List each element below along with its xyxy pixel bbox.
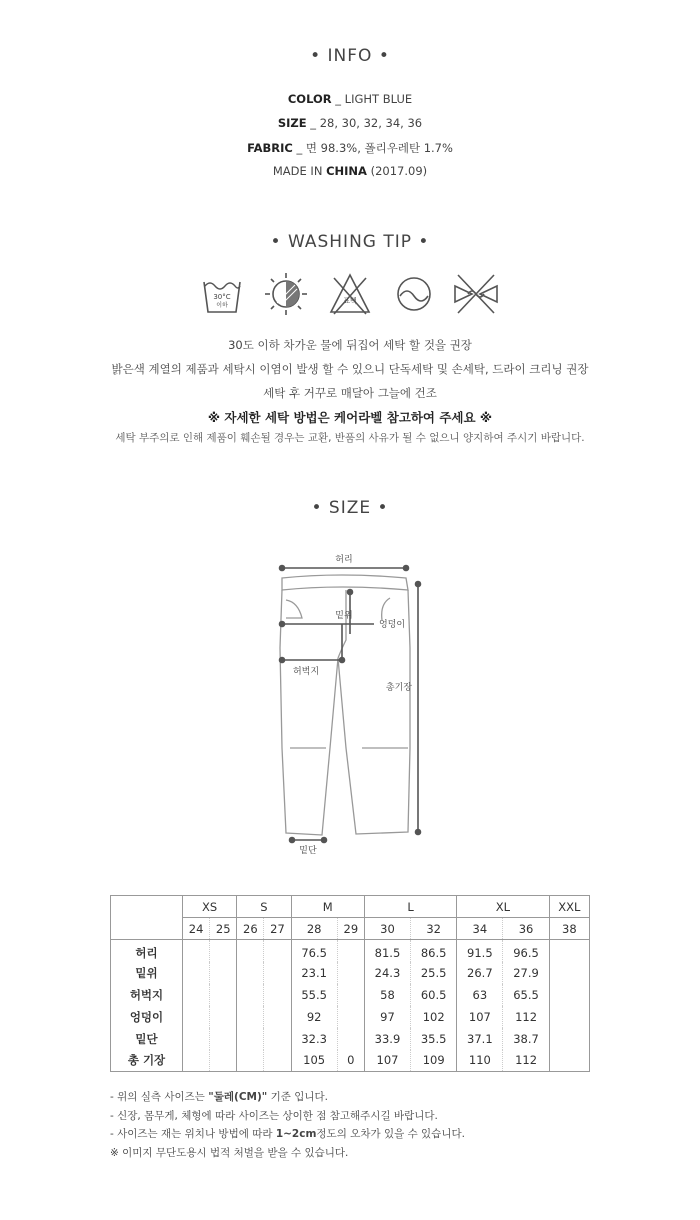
size-cell: 91.5 [457, 940, 503, 962]
size-cell [264, 940, 291, 962]
size-cell [337, 962, 364, 984]
size-row [111, 1050, 590, 1072]
wash-line-5: 세탁 부주의로 인해 제품이 훼손될 경우는 교환, 반품의 사유가 될 수 없으니 양지하여 주시기 바랍니다. [115, 432, 585, 444]
size-cell: 0 [337, 1050, 364, 1072]
size-row-label: 허리 [111, 940, 183, 962]
size-cell: 35.5 [411, 1028, 457, 1050]
info-size [0, 116, 700, 130]
size-cell: 105 [291, 1050, 337, 1072]
size-row-label: 밑단 [111, 1028, 183, 1050]
wash-line-2: 밝은색 계열의 제품과 세탁시 이염이 발생 할 수 있으니 단독세탁 및 손세탁, 드라이 크리닝 권장 [111, 362, 589, 376]
size-cell: 92 [291, 1006, 337, 1028]
size-group-header: L [364, 896, 456, 918]
note-2: - 신장, 몸무게, 체형에 따라 사이즈는 상이한 점 참고해주시길 바랍니다. [110, 1109, 438, 1122]
note-1-pre: - 위의 실측 사이즈는 [110, 1091, 209, 1103]
size-value: _ 28, 30, 32, 34, 36 [306, 116, 423, 130]
size-row-label: 엉덩이 [111, 1006, 183, 1028]
size-label: SIZE [277, 116, 307, 130]
size-number-header: 36 [503, 918, 549, 940]
size-cell: 97 [364, 1006, 410, 1028]
wash-30-icon [202, 272, 242, 316]
made-prefix: MADE IN [272, 164, 327, 178]
size-cell [210, 984, 237, 1006]
size-number-header: 26 [237, 918, 264, 940]
size-cell [210, 962, 237, 984]
size-row-label: 밑위 [111, 962, 183, 984]
diagram-thigh-label: 허벅지 [292, 667, 320, 677]
size-row [111, 962, 590, 984]
size-title: • SIZE • [311, 498, 389, 518]
size-cell [210, 1050, 237, 1072]
note-3-pre: - 사이즈는 재는 위치나 방법에 따라 [110, 1128, 276, 1140]
washing-title: • WASHING TIP • [270, 232, 430, 252]
size-cell [183, 940, 210, 962]
size-cell: 37.1 [457, 1028, 503, 1050]
size-cell [210, 1028, 237, 1050]
size-cell: 76.5 [291, 940, 337, 962]
size-cell: 96.5 [503, 940, 549, 962]
size-cell [237, 1028, 264, 1050]
made-country: CHINA [326, 164, 367, 178]
size-cell [237, 984, 264, 1006]
made-date: (2017.09) [366, 164, 428, 178]
size-cell [549, 940, 589, 962]
note-3 [110, 1125, 465, 1144]
size-number-header: 25 [210, 918, 237, 940]
size-table-body [111, 940, 590, 1072]
size-table [110, 895, 590, 1072]
note-4: ※ 이미지 무단도용시 법적 처벌을 받을 수 있습니다. [110, 1146, 349, 1159]
size-cell [183, 1028, 210, 1050]
size-row-label: 허벅지 [111, 984, 183, 1006]
size-cell: 33.9 [364, 1028, 410, 1050]
size-cell: 32.3 [291, 1028, 337, 1050]
diagram-waist-label: 허리 [335, 555, 353, 565]
wash-line-3: 세탁 후 거꾸로 매달아 그늘에 건조 [263, 386, 437, 400]
size-cell: 107 [364, 1050, 410, 1072]
diagram-hem-label: 밑단 [299, 846, 317, 856]
note-3-bold: 1~2cm [275, 1128, 317, 1140]
note-1-bold: "둘레(CM)" [208, 1091, 268, 1103]
size-cell [337, 940, 364, 962]
size-cell: 112 [503, 1006, 549, 1028]
size-cell: 112 [503, 1050, 549, 1072]
info-title: • INFO • [310, 46, 390, 66]
size-cell [183, 1006, 210, 1028]
size-cell: 58 [364, 984, 410, 1006]
size-cell: 55.5 [291, 984, 337, 1006]
size-group-row [111, 896, 590, 918]
size-row-label: 총 기장 [111, 1050, 183, 1072]
size-number-header: 29 [337, 918, 364, 940]
size-cell: 109 [411, 1050, 457, 1072]
size-cell: 65.5 [503, 984, 549, 1006]
bleach-text: 표백 [343, 297, 357, 305]
size-cell [337, 984, 364, 1006]
size-group-header: XXL [549, 896, 589, 918]
size-cell [183, 1050, 210, 1072]
size-group-header: XL [457, 896, 549, 918]
size-cell [210, 940, 237, 962]
size-cell: 24.3 [364, 962, 410, 984]
size-number-header: 24 [183, 918, 210, 940]
size-cell [549, 984, 589, 1006]
size-number-header: 27 [264, 918, 291, 940]
size-number-header: 34 [457, 918, 503, 940]
size-cell [264, 962, 291, 984]
note-3-post: 정도의 오차가 있을 수 있습니다. [316, 1128, 465, 1140]
wash-line-1: 30도 이하 차가운 물에 뒤집어 세탁 할 것을 권장 [228, 338, 472, 352]
size-cell: 86.5 [411, 940, 457, 962]
size-cell [183, 962, 210, 984]
size-cell [549, 962, 589, 984]
size-cell: 27.9 [503, 962, 549, 984]
size-cell [264, 1028, 291, 1050]
size-row [111, 984, 590, 1006]
size-cell [237, 940, 264, 962]
wash-temp-text: 30°C [213, 293, 231, 301]
color-label: COLOR [287, 92, 332, 106]
size-cell: 110 [457, 1050, 503, 1072]
diagram-rise-label: 밑위 [335, 611, 353, 621]
size-notes [110, 1088, 465, 1162]
no-wring-icon [452, 272, 500, 316]
size-cell: 81.5 [364, 940, 410, 962]
size-cell [337, 1028, 364, 1050]
size-cell: 26.7 [457, 962, 503, 984]
size-row [111, 1028, 590, 1050]
size-number-header: 30 [364, 918, 410, 940]
size-cell [264, 984, 291, 1006]
size-cell [237, 1006, 264, 1028]
size-cell: 38.7 [503, 1028, 549, 1050]
size-cell: 107 [457, 1006, 503, 1028]
size-cell [237, 962, 264, 984]
size-group-header: S [237, 896, 291, 918]
washing-icons [202, 272, 502, 318]
fabric-label: FABRIC [247, 141, 293, 155]
table-corner [111, 896, 183, 940]
size-cell [210, 1006, 237, 1028]
size-cell: 63 [457, 984, 503, 1006]
size-number-row [111, 918, 590, 940]
shade-dry-icon [264, 272, 308, 316]
info-made [0, 164, 700, 178]
size-cell [549, 1006, 589, 1028]
size-cell: 60.5 [411, 984, 457, 1006]
size-number-header: 38 [549, 918, 589, 940]
size-cell [549, 1028, 589, 1050]
size-cell [337, 1006, 364, 1028]
size-cell: 25.5 [411, 962, 457, 984]
no-bleach-icon [328, 272, 372, 316]
size-cell: 23.1 [291, 962, 337, 984]
size-cell [264, 1006, 291, 1028]
size-cell [183, 984, 210, 1006]
size-cell: 102 [411, 1006, 457, 1028]
info-color [0, 92, 700, 106]
color-value: _ LIGHT BLUE [331, 92, 413, 106]
wash-line-4: ※ 자세한 세탁 방법은 케어라벨 참고하여 주세요 ※ [207, 410, 493, 425]
size-group-header: XS [183, 896, 237, 918]
note-1-post: 기준 입니다. [267, 1091, 329, 1103]
size-group-header: M [291, 896, 364, 918]
fabric-value: _ 면 98.3%, 폴리우레탄 1.7% [292, 141, 453, 155]
size-row [111, 940, 590, 962]
pants-diagram [270, 548, 430, 858]
size-cell [264, 1050, 291, 1072]
diagram-total-label: 총기장 [385, 683, 412, 693]
diagram-hip-label: 엉덩이 [378, 620, 406, 630]
size-cell [237, 1050, 264, 1072]
size-cell [549, 1050, 589, 1072]
wash-sub-text: 이하 [216, 302, 228, 309]
size-number-header: 32 [411, 918, 457, 940]
note-1 [110, 1088, 465, 1107]
dry-clean-icon [394, 272, 434, 316]
info-fabric [0, 140, 700, 156]
size-number-header: 28 [291, 918, 337, 940]
size-row [111, 1006, 590, 1028]
